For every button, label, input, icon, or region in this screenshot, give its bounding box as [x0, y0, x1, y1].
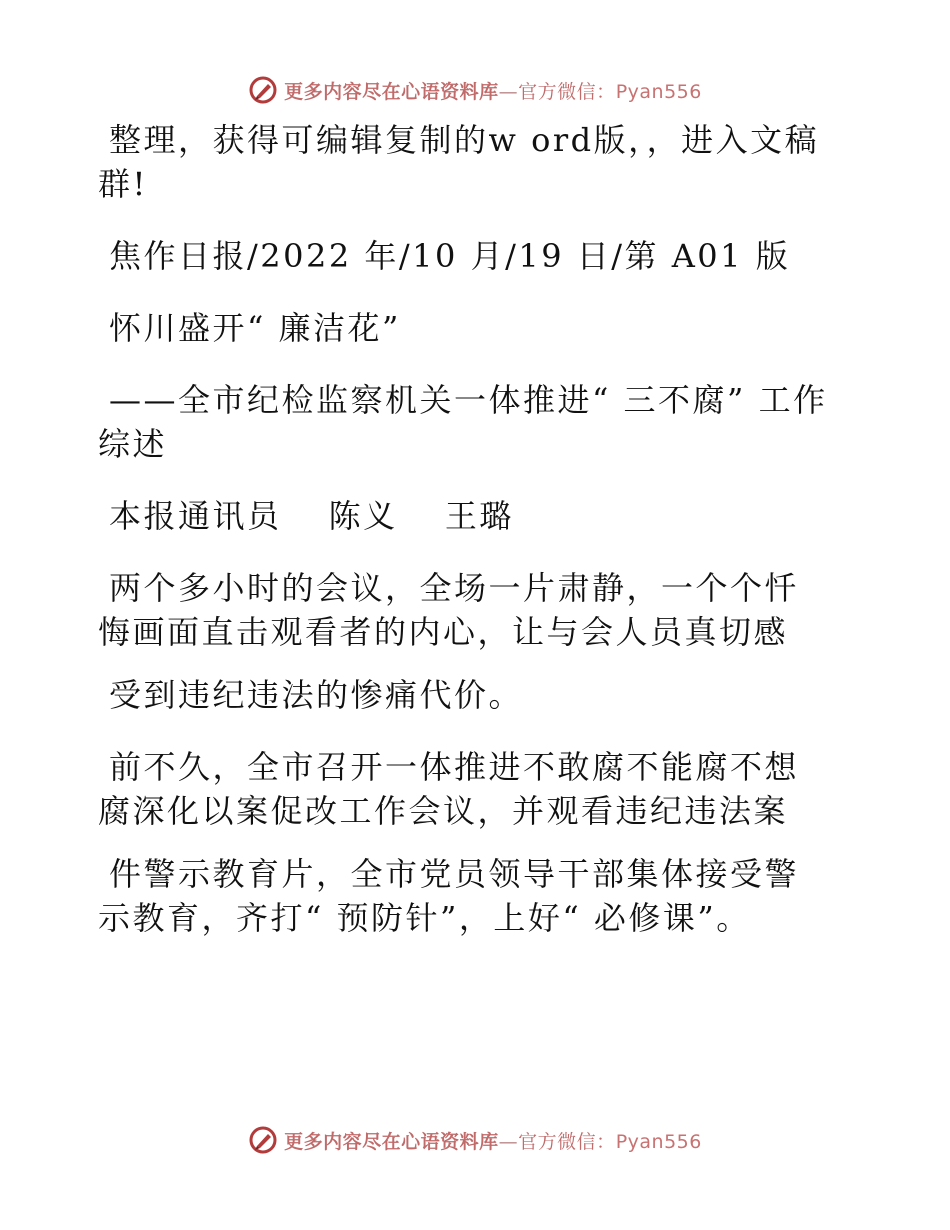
intro-paragraph: 整理，获得可编辑复制的w ord版，，进入文稿群! — [98, 121, 820, 203]
banner-text — [284, 77, 702, 104]
footer-banner — [0, 1120, 950, 1160]
header-banner — [0, 70, 950, 110]
article-title: 怀川盛开“ 廉洁花” — [109, 309, 401, 347]
banner-separator: — — [498, 1130, 519, 1153]
pen-logo-icon — [248, 1125, 278, 1155]
banner-separator: — — [498, 80, 519, 103]
byline: 本报通讯员 陈义 王璐 — [109, 497, 514, 535]
document-body — [98, 118, 828, 940]
banner-wechat-label: 官方微信： — [518, 1130, 616, 1153]
banner-site-name: 更多内容尽在心语资料库 — [284, 80, 499, 103]
body-paragraph: 前不久，全市召开一体推进不敢腐不能腐不想腐深化以案促改工作会议，并观看违纪违法案 — [98, 748, 800, 830]
body-paragraph: 两个多小时的会议，全场一片肃静，一个个忏悔画面直击观看者的内心，让与会人员真切感 — [98, 569, 800, 651]
source-line: 焦作日报/2022 年/10 月/19 日/第 A01 版 — [109, 237, 791, 275]
body-paragraph: 件警示教育片，全市党员领导干部集体接受警示教育，齐打“ 预防针”，上好“ 必修课”。 — [98, 855, 800, 937]
banner-text — [284, 1127, 702, 1154]
banner-wechat-id: Pyan556 — [615, 1130, 702, 1153]
banner-wechat-id: Pyan556 — [615, 80, 702, 103]
article-subtitle: ——全市纪检监察机关一体推进“ 三不腐” 工作综述 — [98, 381, 828, 463]
banner-site-name: 更多内容尽在心语资料库 — [284, 1130, 499, 1153]
banner-wechat-label: 官方微信： — [518, 80, 616, 103]
body-paragraph: 受到违纪违法的惨痛代价。 — [109, 676, 524, 714]
pen-logo-icon — [248, 75, 278, 105]
